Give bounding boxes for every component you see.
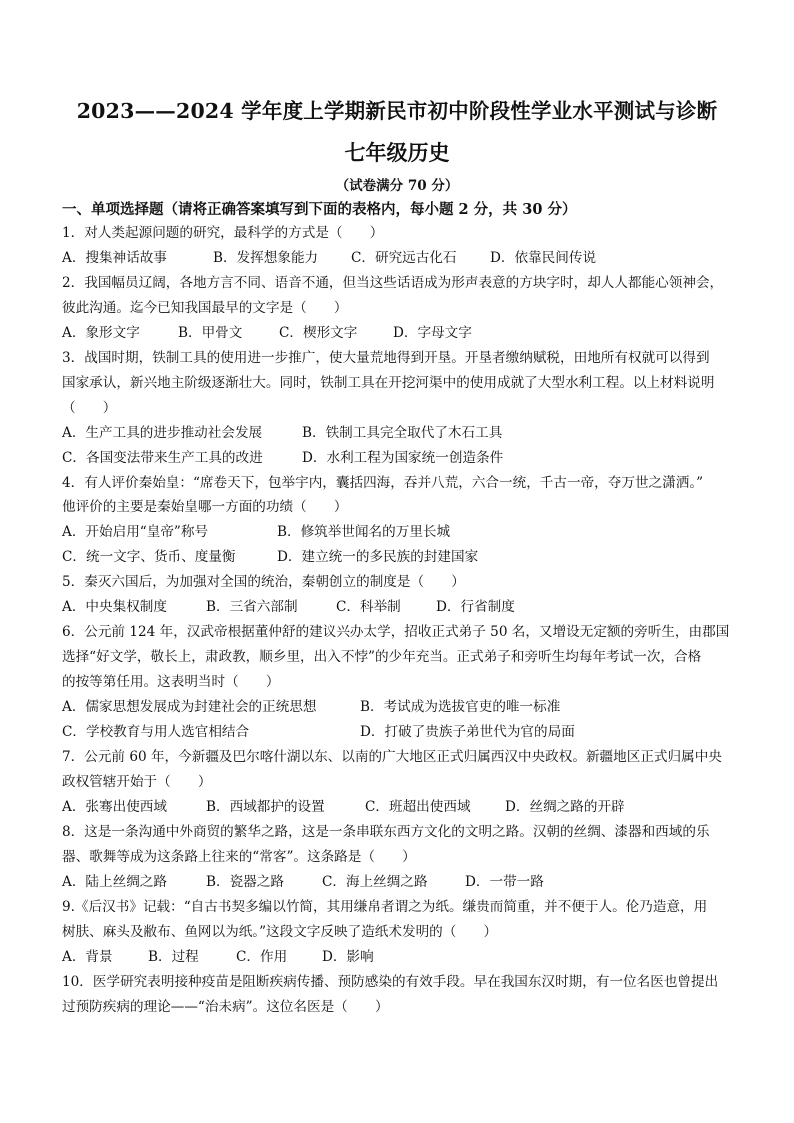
question-8-option-c: C．海上丝绸之路 [322, 874, 428, 890]
question-3-stem-line-3: （ ） [62, 400, 117, 416]
question-1-option-a: A．搜集神话故事 [62, 250, 167, 266]
question-9-option-c: C．作用 [236, 949, 288, 965]
subject-title: 七年级历史 [344, 140, 450, 165]
question-3-stem-line-1: 3．战国时期，铁制工具的使用进一步推广，使大量荒地得到开垦。开垦者缴纳赋税，田地所有权就可以得到 [62, 350, 710, 366]
question-6-stem-line-1: 6．公元前 124 年，汉武帝根据董仲舒的建议兴办太学，招收正式弟子 50 名，又增设无定额的旁听生，由郡国 [62, 624, 730, 640]
question-9-option-b: B．过程 [148, 949, 199, 965]
question-1-option-c: C．研究远古化石 [351, 250, 457, 266]
question-5-option-b: B．三省六部制 [206, 599, 298, 615]
question-2-option-d: D．字母文字 [393, 325, 472, 341]
question-8-stem-line-2: 器、歌舞等成为这条路上往来的“常客”。这条路是（ ） [62, 849, 416, 865]
question-4-stem-line-1: 4．有人评价秦始皇：“席卷天下，包举宇内，囊括四海，吞并八荒，六合一统，千古一帝，夺万世之潇洒。” [62, 475, 704, 491]
question-5-option-c: C．科举制 [336, 599, 401, 615]
question-1-option-b: B．发挥想象能力 [213, 250, 319, 266]
question-4-stem-line-2: 他评价的主要是秦始皇哪一方面的功绩（ ） [62, 499, 348, 515]
question-2-option-c: C．楔形文字 [279, 325, 358, 341]
question-1-stem: 1．对人类起源问题的研究，最科学的方式是（ ） [62, 225, 384, 241]
question-1-option-d: D．依靠民间传说 [490, 250, 597, 266]
question-4-option-c: C．统一文字、货币、度量衡 [62, 549, 236, 565]
question-5-option-d: D．行省制度 [436, 599, 515, 615]
question-5-option-a: A．中央集权制度 [62, 599, 167, 615]
question-9-stem-line-2: 树肤、麻头及敝布、鱼网以为纸。”这段文字反映了造纸术发明的（ ） [62, 924, 498, 940]
question-7-option-d: D．丝绸之路的开辟 [505, 799, 625, 815]
question-4-option-d: D．建立统一的多民族的封建国家 [277, 549, 479, 565]
question-7-option-a: A．张骞出使西域 [62, 799, 167, 815]
question-3-option-b: B．铁制工具完全取代了木石工具 [302, 425, 503, 441]
page-title: 2023——2024 学年度上学期新民市初中阶段性学业水平测试与诊断 [76, 99, 718, 123]
question-6-option-a: A．儒家思想发展成为封建社会的正统思想 [62, 699, 317, 715]
question-10-stem-line-2: 过预防疾病的理论——“治未病”。这位名医是（ ） [62, 999, 389, 1015]
question-3-option-a: A．生产工具的进步推动社会发展 [62, 425, 263, 441]
question-10-stem-line-1: 10．医学研究表明接种疫苗是阻断疾病传播、预防感染的有效手段。早在我国东汉时期，有一位名医也曾提出 [62, 974, 719, 990]
question-8-option-b: B．瓷器之路 [206, 874, 284, 890]
question-4-option-b: B．修筑举世闻名的万里长城 [277, 524, 451, 540]
question-8-stem-line-1: 8．这是一条沟通中外商贸的繁华之路，这是一条串联东西方文化的文明之路。汉朝的丝绸、漆器和西域的乐 [62, 824, 710, 840]
section-heading: 一、单项选择题（请将正确答案填写到下面的表格内，每小题 2 分，共 30 分） [62, 201, 577, 218]
question-2-stem-line-1: 2．我国幅员辽阔，各地方言不同、语音不通，但当这些话语成为形声表意的方块字时，却人人都能心领神会， [62, 275, 724, 291]
question-6-stem-line-2: 选择“好文学，敬长上，肃政教，顺乡里，出入不悖”的少年充当。正式弟子和旁听生均每年考试一次，合格 [62, 649, 702, 665]
question-7-option-c: C．班超出使西域 [365, 799, 471, 815]
question-2-option-a: A．象形文字 [62, 325, 140, 341]
question-6-option-c: C．学校教育与用人选官相结合 [62, 724, 250, 740]
question-8-option-a: A．陆上丝绸之路 [62, 874, 167, 890]
question-8-option-d: D．一带一路 [465, 874, 544, 890]
score-note: （试卷满分 70 分） [335, 178, 459, 194]
question-2-option-b: B．甲骨文 [178, 325, 243, 341]
question-7-option-b: B．西域都护的设置 [206, 799, 325, 815]
question-3-option-d: D．水利工程为国家统一创造条件 [302, 450, 504, 466]
question-6-stem-line-3: 的按等第任用。这表明当时（ ） [62, 674, 280, 690]
question-9-stem-line-1: 9.《后汉书》记载：“自古书契多编以竹简，其用缣帛者谓之为纸。缣贵而简重，并不便于人。伦乃造意，用 [62, 899, 708, 915]
question-2-stem-line-2: 彼此沟通。迄今已知我国最早的文字是（ ） [62, 300, 348, 316]
question-5-stem: 5．秦灭六国后，为加强对全国的统治，秦朝创立的制度是（ ） [62, 574, 465, 590]
question-3-option-c: C．各国变法带来生产工具的改进 [62, 450, 263, 466]
question-7-stem-line-2: 政权管辖开始于（ ） [62, 774, 212, 790]
question-4-option-a: A．开始启用“皇帝”称号 [62, 524, 209, 540]
question-6-option-d: D．打破了贵族子弟世代为官的局面 [360, 724, 575, 740]
question-9-option-d: D．影响 [322, 949, 374, 965]
question-9-option-a: A．背景 [62, 949, 113, 965]
question-3-stem-line-2: 国家承认，新兴地主阶级逐渐壮大。同时，铁制工具在开挖河渠中的使用成就了大型水利工程。以上材料说明 [62, 375, 715, 391]
question-6-option-b: B．考试成为选拔官吏的唯一标准 [360, 699, 561, 715]
question-7-stem-line-1: 7．公元前 60 年，今新疆及巴尔喀什湖以东、以南的广大地区正式归属西汉中央政权。新疆地区正式归属中央 [62, 749, 722, 765]
